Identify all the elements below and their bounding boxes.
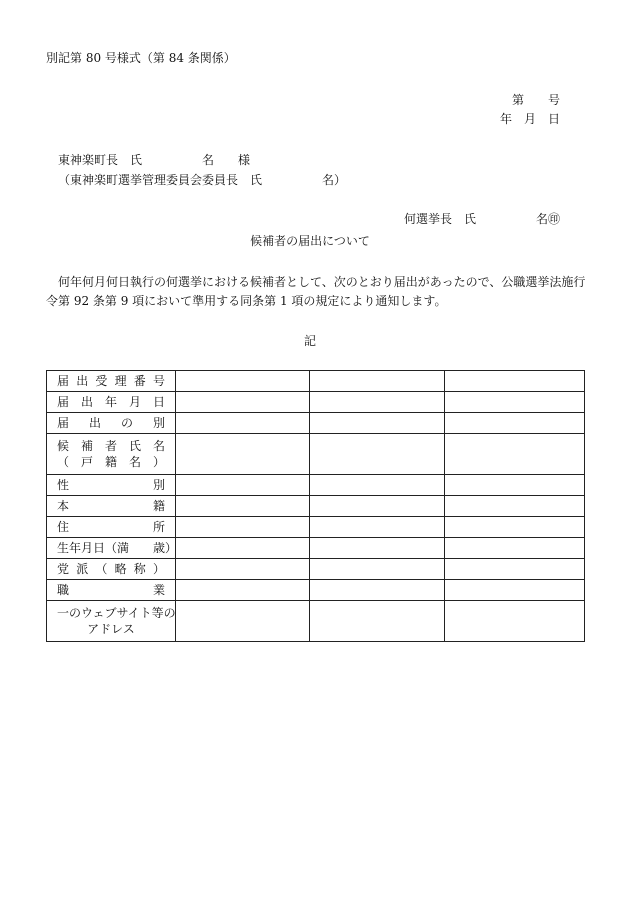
row-label-cell <box>47 434 176 475</box>
row-label-cell <box>47 392 176 413</box>
label-char: ） <box>152 562 165 576</box>
entry-cell[interactable] <box>445 601 585 642</box>
addressee-line-2: （東神楽町選挙管理委員会委員長 氏 名） <box>58 173 347 187</box>
label-char: 住 <box>57 520 70 534</box>
row-label: 一のウェブサイト等の <box>57 606 176 620</box>
row-label <box>57 373 165 389</box>
row-label <box>57 561 165 577</box>
label-char: 戸 <box>80 455 93 469</box>
table-row <box>47 392 585 413</box>
label-char: 籍 <box>152 499 165 513</box>
entry-cell[interactable] <box>445 517 585 538</box>
entry-cell[interactable] <box>310 434 445 475</box>
row-label: 生年月日（満 歳） <box>57 541 178 555</box>
entry-cell[interactable] <box>176 580 310 601</box>
label-char: 届 <box>57 395 70 409</box>
entry-cell[interactable] <box>176 538 310 559</box>
label-char: 氏 <box>128 439 141 453</box>
row-label <box>57 519 165 535</box>
row-label <box>57 454 165 470</box>
row-label-cell <box>47 559 176 580</box>
table-row <box>47 496 585 517</box>
entry-cell[interactable] <box>445 434 585 475</box>
row-label-cell <box>47 580 176 601</box>
entry-cell[interactable] <box>445 371 585 392</box>
entry-cell[interactable] <box>445 559 585 580</box>
row-label-cell <box>47 475 176 496</box>
label-char: ） <box>152 455 165 469</box>
label-char: 年 <box>104 395 117 409</box>
label-char: 派 <box>76 562 89 576</box>
body-text-line-2: 令第 92 条第 9 項において準用する同条第 1 項の規定により通知します。 <box>46 294 447 308</box>
label-char: 所 <box>152 520 165 534</box>
entry-cell[interactable] <box>310 496 445 517</box>
label-char: 業 <box>152 583 165 597</box>
entry-cell[interactable] <box>310 371 445 392</box>
entry-cell[interactable] <box>445 580 585 601</box>
entry-cell[interactable] <box>310 559 445 580</box>
label-char: 日 <box>152 395 165 409</box>
document-date: 年 月 日 <box>499 112 560 126</box>
table-row <box>47 559 585 580</box>
row-label <box>57 477 165 493</box>
entry-cell[interactable] <box>445 475 585 496</box>
label-char: 出 <box>80 395 93 409</box>
label-char: （ <box>95 562 108 576</box>
row-label: アドレス <box>87 622 135 636</box>
sender: 何選挙長 氏 名㊞ <box>403 212 560 226</box>
row-label <box>57 415 165 431</box>
row-label <box>57 394 165 410</box>
notification-table <box>46 370 585 642</box>
row-label <box>57 498 165 514</box>
table-row <box>47 475 585 496</box>
row-label-cell <box>47 496 176 517</box>
label-char: 理 <box>114 374 127 388</box>
label-char: の <box>120 416 133 430</box>
form-reference: 別記第 80 号様式（第 84 条関係） <box>46 51 236 65</box>
table-row <box>47 434 585 475</box>
label-char: 届 <box>57 416 70 430</box>
entry-cell[interactable] <box>310 580 445 601</box>
row-label <box>57 582 165 598</box>
entry-cell[interactable] <box>310 413 445 434</box>
row-label-cell <box>47 517 176 538</box>
label-char: 補 <box>80 439 93 453</box>
label-char: （ <box>57 455 70 469</box>
entry-cell[interactable] <box>310 392 445 413</box>
entry-cell[interactable] <box>176 559 310 580</box>
table-row <box>47 413 585 434</box>
label-char: 本 <box>57 499 70 513</box>
entry-cell[interactable] <box>176 392 310 413</box>
label-char: 者 <box>104 439 117 453</box>
entry-cell[interactable] <box>310 517 445 538</box>
entry-cell[interactable] <box>176 601 310 642</box>
entry-cell[interactable] <box>176 413 310 434</box>
label-char: 職 <box>57 583 70 597</box>
label-char: 略 <box>114 562 127 576</box>
table-row <box>47 580 585 601</box>
label-char: 出 <box>76 374 89 388</box>
label-char: 名 <box>128 455 141 469</box>
entry-cell[interactable] <box>445 496 585 517</box>
row-label-cell <box>47 413 176 434</box>
entry-cell[interactable] <box>176 434 310 475</box>
entry-cell[interactable] <box>445 538 585 559</box>
label-char: 出 <box>88 416 101 430</box>
row-label <box>57 438 165 454</box>
table-row <box>47 601 585 642</box>
label-char: 性 <box>57 478 70 492</box>
entry-cell[interactable] <box>445 413 585 434</box>
label-char: 党 <box>57 562 70 576</box>
row-label-cell <box>47 371 176 392</box>
entry-cell[interactable] <box>445 392 585 413</box>
body-text-line-1: 何年何月何日執行の何選挙における候補者として、次のとおり届出があったので、公職選挙法施行 <box>58 275 586 289</box>
entry-cell[interactable] <box>176 496 310 517</box>
label-char: 名 <box>152 439 165 453</box>
table-row <box>47 517 585 538</box>
entry-cell[interactable] <box>176 475 310 496</box>
ki-heading: 記 <box>303 334 316 348</box>
label-char: 月 <box>128 395 141 409</box>
entry-cell[interactable] <box>176 371 310 392</box>
table-row <box>47 538 585 559</box>
document-title: 候補者の届出について <box>250 234 370 248</box>
label-char: 号 <box>152 374 165 388</box>
label-char: 称 <box>133 562 146 576</box>
entry-cell[interactable] <box>310 475 445 496</box>
row-label-cell <box>47 538 176 559</box>
document-number: 第 号 <box>511 93 560 107</box>
label-char: 番 <box>133 374 146 388</box>
label-char: 籍 <box>104 455 117 469</box>
table-row <box>47 371 585 392</box>
entry-cell[interactable] <box>310 538 445 559</box>
entry-cell[interactable] <box>310 601 445 642</box>
addressee-line-1: 東神楽町長 氏 名 様 <box>58 153 251 167</box>
label-char: 届 <box>57 374 70 388</box>
label-char: 別 <box>152 478 165 492</box>
label-char: 候 <box>57 439 70 453</box>
label-char: 受 <box>95 374 108 388</box>
row-label-cell <box>47 601 176 642</box>
entry-cell[interactable] <box>176 517 310 538</box>
label-char: 別 <box>152 416 165 430</box>
